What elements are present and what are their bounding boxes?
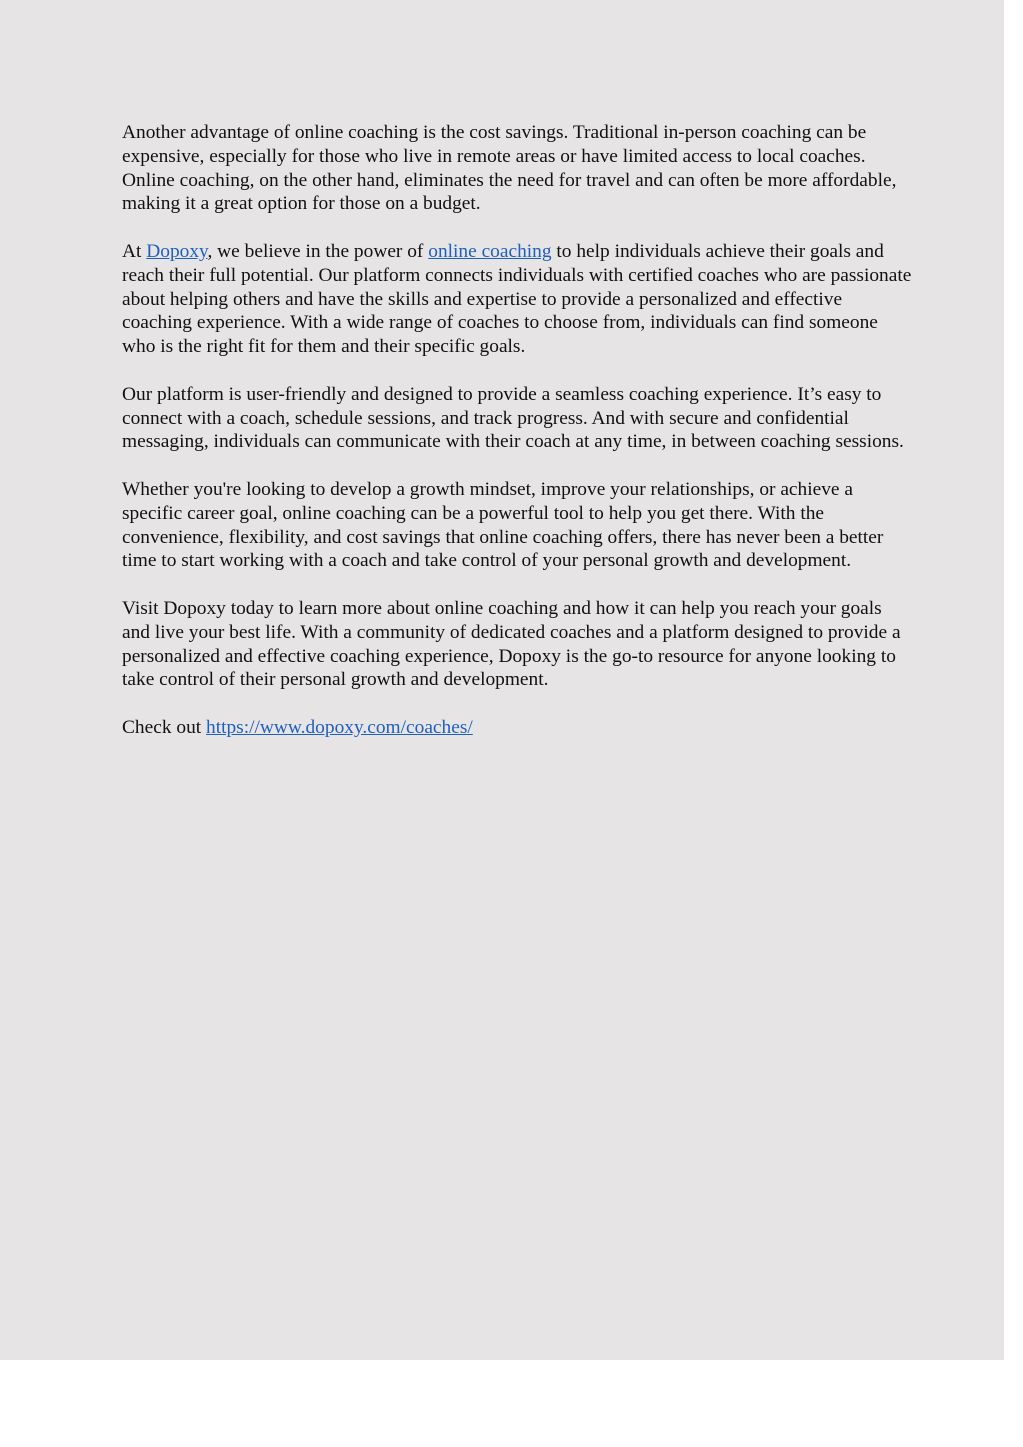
paragraph-text: At	[122, 240, 147, 262]
paragraph-cost-savings: Another advantage of online coaching is the cost savings. Traditional in-person coaching can be expensive, especially for those who live in remote areas or have limited access to local coaches. Online coaching, on the other hand, eliminates the need for travel and can often be more affordable, making it a great option for those on a budget.	[122, 122, 897, 215]
paragraph-visit-dopoxy: Visit Dopoxy today to learn more about online coaching and how it can help you reach your goals and live your best life. With a community of dedicated coaches and a platform designed to provide a personalized and effective coaching experience, Dopoxy is the go-to resource for anyone looking to take control of their personal growth and development.	[122, 597, 901, 691]
paragraph-growth: Whether you're looking to develop a growth mindset, improve your relationships, or achieve a specific career goal, online coaching can be a powerful tool to help you get there. With the convenience, flexibility, and cost savings that online coaching offers, there has never been a better time to start working with a coach and take control of your personal growth and development.	[122, 478, 884, 572]
online-coaching-link[interactable]: online coaching	[428, 240, 552, 262]
paragraph-text: Check out	[122, 716, 207, 738]
paragraph-about-dopoxy	[122, 240, 912, 359]
coaches-url-link[interactable]: https://www.dopoxy.com/coaches/	[206, 716, 473, 738]
paragraph-text: to help individuals achieve their goals and reach their full potential. Our platform connects individuals with certified coaches who are passionate about helping others and have the skills and expertise to provide a personalized and effective coaching experience. With a wide range of coaches to choose from, individuals can find someone who is the right fit for them and their specific goals.	[122, 240, 912, 358]
paragraph-text: , we believe in the power of	[207, 240, 429, 262]
dopoxy-link[interactable]: Dopoxy	[146, 240, 208, 262]
paragraph-platform: Our platform is user-friendly and designed to provide a seamless coaching experience. It’s easy to connect with a coach, schedule sessions, and track progress. And with secure and confidential messaging, individuals can communicate with their coach at any time, in between coaching sessions.	[122, 383, 904, 453]
paragraph-check-out	[122, 716, 912, 740]
document-body	[122, 121, 912, 764]
